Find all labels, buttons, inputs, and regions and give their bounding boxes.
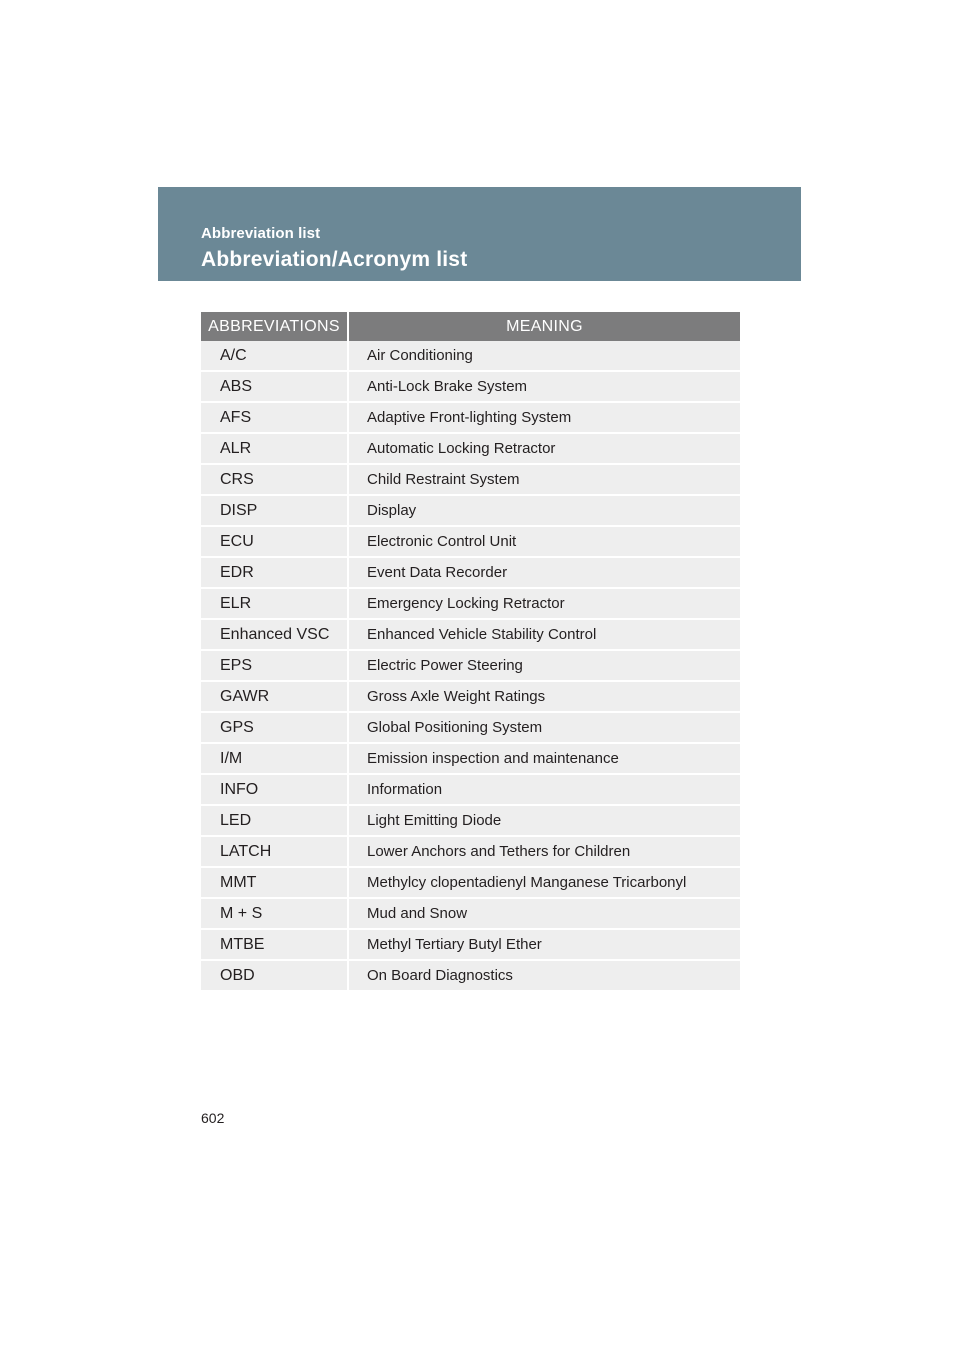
table-row [201, 465, 740, 496]
table-row [201, 372, 740, 403]
abbreviation-cell: Enhanced VSC [201, 620, 349, 651]
abbreviation-cell: ABS [201, 372, 349, 403]
table-row [201, 930, 740, 961]
table-row [201, 527, 740, 558]
table-row [201, 620, 740, 651]
meaning-cell: Methyl Tertiary Butyl Ether [349, 930, 740, 961]
meaning-cell: Child Restraint System [349, 465, 740, 496]
table-row [201, 682, 740, 713]
meaning-cell: Electronic Control Unit [349, 527, 740, 558]
abbreviation-cell: MMT [201, 868, 349, 899]
table-body [201, 341, 740, 992]
meaning-cell: Light Emitting Diode [349, 806, 740, 837]
abbreviation-cell: ECU [201, 527, 349, 558]
meaning-cell: Automatic Locking Retractor [349, 434, 740, 465]
meaning-cell: Enhanced Vehicle Stability Control [349, 620, 740, 651]
meaning-cell: Air Conditioning [349, 341, 740, 372]
table-row [201, 961, 740, 992]
abbreviation-cell: OBD [201, 961, 349, 992]
section-header-band [158, 187, 801, 281]
abbreviation-cell: INFO [201, 775, 349, 806]
meaning-cell: Emission inspection and maintenance [349, 744, 740, 775]
meaning-cell: Electric Power Steering [349, 651, 740, 682]
abbreviation-cell: ELR [201, 589, 349, 620]
table-row [201, 496, 740, 527]
column-header-meaning: MEANING [349, 312, 740, 341]
abbreviation-cell: A/C [201, 341, 349, 372]
table-row [201, 434, 740, 465]
table-row [201, 837, 740, 868]
table-row [201, 868, 740, 899]
meaning-cell: On Board Diagnostics [349, 961, 740, 992]
table-row [201, 403, 740, 434]
table-row [201, 341, 740, 372]
table-row [201, 589, 740, 620]
column-header-abbreviations: ABBREVIATIONS [201, 312, 349, 341]
abbreviation-cell: GPS [201, 713, 349, 744]
meaning-cell: Methylcy clopentadienyl Manganese Tricarbonyl [349, 868, 740, 899]
abbreviation-cell: AFS [201, 403, 349, 434]
abbreviation-cell: MTBE [201, 930, 349, 961]
table-row [201, 744, 740, 775]
page-title: Abbreviation/Acronym list [201, 248, 468, 271]
meaning-cell: Gross Axle Weight Ratings [349, 682, 740, 713]
section-label: Abbreviation list [201, 225, 321, 242]
abbreviation-cell: I/M [201, 744, 349, 775]
table-row [201, 806, 740, 837]
abbreviation-table [201, 312, 740, 992]
abbreviation-cell: GAWR [201, 682, 349, 713]
meaning-cell: Anti-Lock Brake System [349, 372, 740, 403]
abbreviation-cell: EPS [201, 651, 349, 682]
meaning-cell: Adaptive Front-lighting System [349, 403, 740, 434]
abbreviation-cell: DISP [201, 496, 349, 527]
abbreviation-cell: LED [201, 806, 349, 837]
meaning-cell: Display [349, 496, 740, 527]
table-row [201, 558, 740, 589]
meaning-cell: Mud and Snow [349, 899, 740, 930]
table-row [201, 775, 740, 806]
table-header-row [201, 312, 740, 341]
abbreviation-cell: M + S [201, 899, 349, 930]
abbreviation-cell: LATCH [201, 837, 349, 868]
meaning-cell: Emergency Locking Retractor [349, 589, 740, 620]
table-row [201, 651, 740, 682]
table-row [201, 899, 740, 930]
meaning-cell: Information [349, 775, 740, 806]
page-number: 602 [201, 1110, 225, 1126]
abbreviation-cell: CRS [201, 465, 349, 496]
abbreviation-cell: EDR [201, 558, 349, 589]
abbreviation-cell: ALR [201, 434, 349, 465]
meaning-cell: Lower Anchors and Tethers for Children [349, 837, 740, 868]
meaning-cell: Event Data Recorder [349, 558, 740, 589]
meaning-cell: Global Positioning System [349, 713, 740, 744]
table-row [201, 713, 740, 744]
